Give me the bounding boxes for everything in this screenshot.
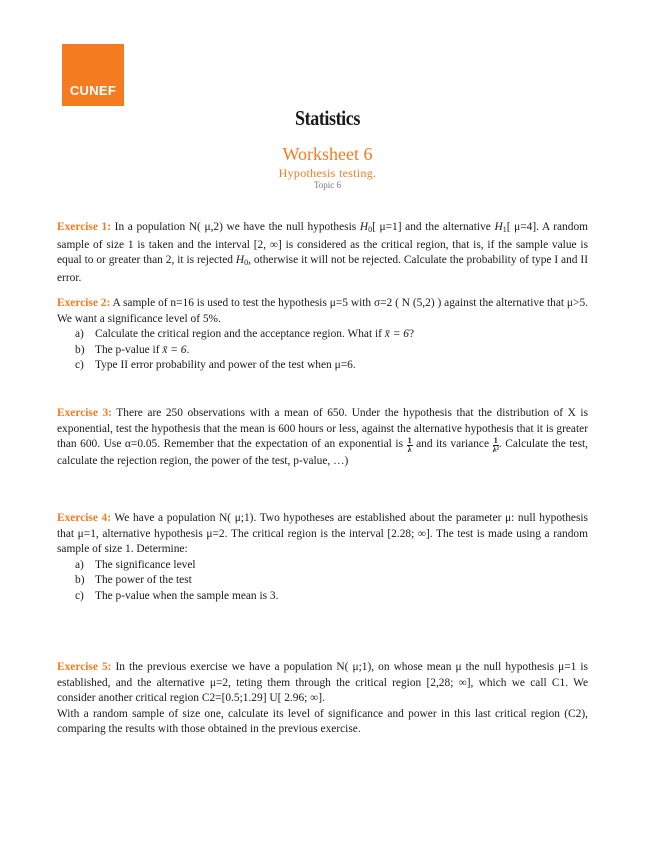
exercise-4-label: Exercise 4: — [57, 512, 112, 524]
exercise-3-text: Exercise 3: There are 250 observations with a mean of 650. Under the hypothesis that the distribution of X is exponential, test the hypothesis that the mean is 600 hours or less, against the alternative hypothesis that it is greater than 600. Use α=0.05. Remember that the expectation of an exponential is $\frac{1}{\lambda}$ and its variance $\frac{1}{\text{λ²}}$ . Calculate the test, calculate the rejection region, the power of the test, p-value, …) — [57, 407, 589, 467]
list-item: a) Calculate the critical region and the acceptance region. What if x̄ = 6? — [75, 328, 414, 340]
exercise-4-list — [57, 558, 588, 605]
fraction-variance: $\frac{1}{\text{λ²}}$ — [492, 436, 499, 454]
list-item: a) The significance level — [75, 558, 196, 571]
fraction-expectation: $\frac{1}{\lambda}$ — [407, 436, 412, 454]
cunef-logo — [62, 44, 124, 106]
exercise-1 — [57, 220, 588, 286]
list-item: c) The p-value when the sample mean is 3. — [75, 589, 279, 602]
exercise-5 — [57, 660, 588, 738]
topic-label: Topic 6 — [313, 180, 342, 190]
list-item: c) Type II error probability and power of the test when μ=6. — [75, 359, 356, 371]
exercise-4 — [57, 511, 588, 604]
list-item: b) The power of the test — [75, 574, 192, 586]
exercise-1-label: Exercise 1: — [57, 221, 112, 233]
exercise-3-label: Exercise 3: — [57, 407, 112, 419]
logo-text: CUNEF — [69, 83, 117, 98]
page-title: Statistics — [295, 106, 360, 130]
exercise-5-label: Exercise 5: — [57, 661, 112, 673]
exercise-2-list — [57, 327, 588, 374]
exercise-2-label: Exercise 2: — [57, 297, 111, 309]
exercise-4-text: Exercise 4: We have a population N( μ;1). Two hypotheses are established about the parameter μ: null hypothesis that μ=1, alternative hypothesis μ=2. The critical region is the interval [2.28; ∞]. The test is made using a random sample of size 1. Determine: — [57, 512, 588, 555]
exercise-5-text: Exercise 5: In the previous exercise we have a population N( μ;1), on whose mean μ the null hypothesis μ=1 is established, and the alternative μ=2, teting them through the critical region [2,28; ∞], which we call C1. We consider another critical region C2=[0.5;1.29] U[ 2.96; ∞]. — [57, 661, 588, 704]
exercise-1-text: Exercise 1: In a population N( μ,2) we have the null hypothesis H0[ μ=1] and the alternative H1[ μ=4]. A random sample of size 1 is taken and the interval [2, ∞] is considered as the critical region, that is, if the sample value is equal to or greater than 2, it is rejected H0, otherwise it will not be rejected. Calculate the probability of type I and II error. — [57, 221, 588, 284]
worksheet-title: Worksheet 6 — [282, 144, 373, 164]
list-item: b) The p-value if x̄ = 6. — [75, 343, 190, 356]
worksheet-subtitle: Hypothesis testing. — [278, 166, 377, 180]
exercise-5-text-2: With a random sample of size one, calculate its level of significance and power in this last critical region (C2), comparing the results with those obtained in the previous exercise. — [57, 707, 588, 735]
exercise-2-text: Exercise 2: A sample of n=16 is used to test the hypothesis μ=5 with σ=2 ( N (5,2) ) against the alternative that μ>5. We want a significance level of 5%. — [57, 297, 588, 325]
exercise-2 — [57, 296, 588, 374]
exercise-3 — [57, 406, 588, 470]
